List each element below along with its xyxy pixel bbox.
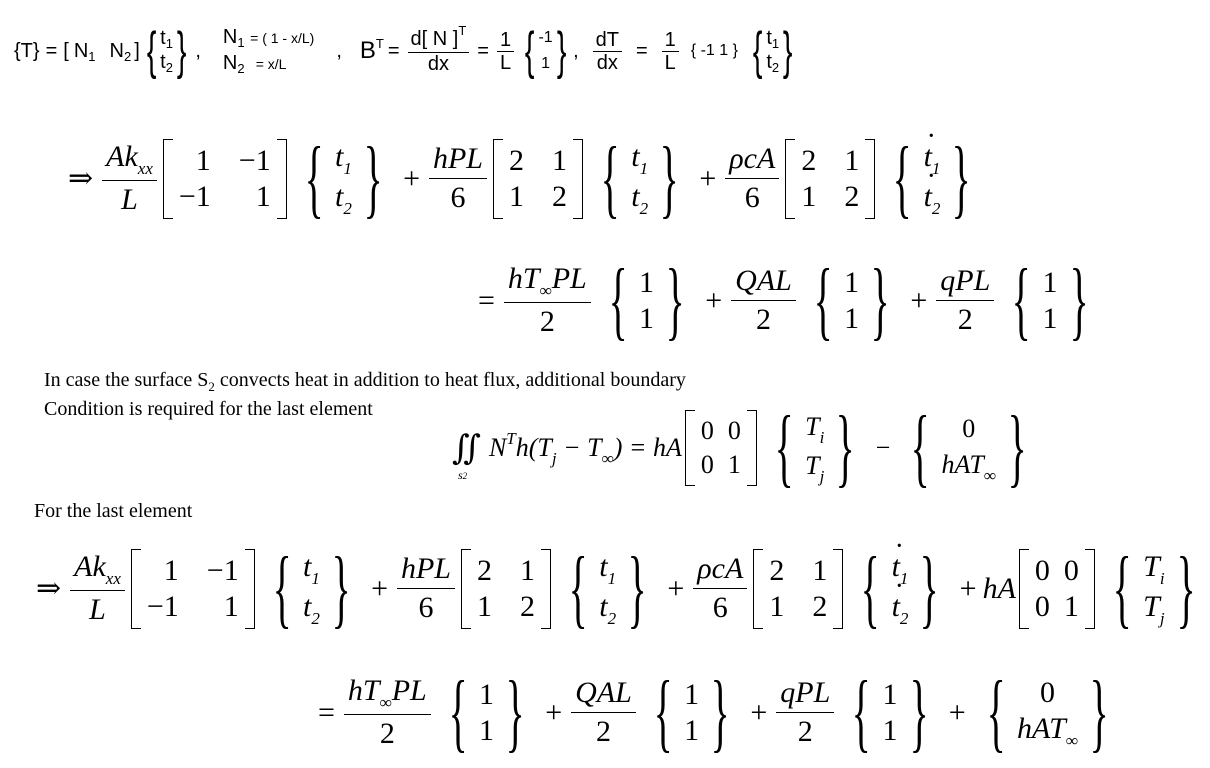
shape-n1: $N_1$	[73, 39, 96, 64]
boundary-note-line2: Condition is required for the last element	[44, 398, 373, 420]
b-vector: { -1 1 }	[525, 22, 567, 80]
temperature-vector: {T}	[14, 39, 40, 62]
shape-n2: $N_2$	[109, 39, 132, 64]
shape-function-values: $N_1$ = ( 1 - x/L) $N_2 = x/L$	[222, 26, 315, 76]
dt-dx-fraction: $\frac{dT}{dx}$	[593, 29, 622, 74]
double-integral: ∬ s2	[452, 430, 481, 482]
element-equation-rhs: = $\frac{hT_\infty PL}{2}$ { 1 1 } + $\frac{\text{QAL}}{2}$ { 1 1 } + $\frac{\text{qPL}}{2}$ { 1 1 }	[478, 251, 1089, 349]
boundary-load-vector: { 0 hAT$_\infty$ }	[910, 399, 1027, 496]
ambient-load-coefficient: $\frac{hT_\infty PL}{2}$	[504, 260, 591, 341]
ha-coefficient: hA	[982, 571, 1016, 605]
one-over-l-2: $\frac{1}{L}$	[662, 29, 679, 74]
heat-generation-coefficient: $\frac{\text{QAL}}{2}$	[731, 262, 796, 339]
capacitance-matrix-2: 2 1 1 2	[753, 549, 843, 629]
row-vector: { -1 1 }	[690, 42, 738, 59]
boundary-matrix: 0 0 0 1	[685, 410, 757, 486]
nodal-vector-t-2: { $t_1$ $t_2$ }	[600, 129, 679, 227]
nodal-temp-vector: { $t_1$ $t_2$ }	[146, 22, 187, 80]
boundary-note-line1: In case the surface $S_2$ convects heat in addition to heat flux, additional boundary	[44, 369, 686, 394]
boundary-integral-equation: ∬ s2 $N^T$ $h(T_j - T_\infty)$ = hA 0 0 0 1 { $T_i$ $T_j$ } − { 0 hAT$_\infty$ }	[452, 408, 1041, 488]
convection-matrix-2: 2 1 1 2	[461, 549, 551, 629]
element-equation-lhs: ⇒ $\frac{Ak_{xx}}{L}$ 1 −1 −1 1 { $t_1$ $t_2$ } + $\frac{\text{hPL}}{6}$ 2 1 1 2 { $t_1$ $t_2$ } + $\frac{\text{ρcA}}{6}$ 2 1 1 2 { · $t_1$ · $t_2$ }	[62, 138, 986, 219]
conduction-matrix: 1 −1 −1 1	[163, 139, 287, 219]
capacitance-coefficient: $\frac{\text{ρcA}}{6}$	[725, 140, 779, 217]
boundary-temp-vector: { $T_i$ $T_j$ }	[774, 399, 855, 496]
shape-row-open: [	[63, 39, 69, 62]
convection-coefficient: $\frac{\text{hPL}}{6}$	[429, 140, 487, 217]
conduction-matrix-2: 1 −1 −1 1	[131, 549, 255, 629]
dn-dx-fraction: $\frac{d[ N ]^T}{dx}$	[408, 28, 470, 75]
one-over-l: $\frac{1}{L}$	[497, 29, 514, 74]
last-element-lhs: ⇒ $\frac{Ak_{xx}}{L}$ 1 −1 −1 1 { $t_1$ $t_2$ } + $\frac{\text{hPL}}{6}$ 2 1 1 2 { $t_1$ $t_2$ } + $\frac{\text{ρcA}}{6}$ 2 1 1 2 { · $t_1$ · $t_2$ } + hA 0 0 0 1 { $T_i$ $T_j$ }	[30, 548, 1210, 629]
implies-symbol: ⇒	[68, 162, 94, 195]
boundary-load-vector-2: { 0 hAT$_\infty$ }	[986, 663, 1109, 761]
convection-matrix: 2 1 1 2	[493, 139, 583, 219]
boundary-matrix-2: 0 0 0 1	[1019, 549, 1095, 629]
shape-row-close: ]	[134, 39, 140, 62]
last-element-rhs: = $\frac{hT_\infty PL}{2}$ { 1 1 } + $\frac{\text{QAL}}{2}$ { 1 1 } + $\frac{\text{qPL}}{2}$ { 1 1 } + { 0 hAT$_\infty$ }	[312, 672, 1123, 753]
capacitance-matrix: 2 1 1 2	[785, 139, 875, 219]
last-element-label: For the last element	[34, 500, 193, 522]
b-transpose: $B^T$	[359, 36, 384, 64]
nodal-temp-vector-2: { $t_1$ $t_2$ }	[752, 22, 793, 80]
nodal-rate-vector: { · $t_1$ · $t_2$ }	[881, 139, 982, 219]
conduction-coefficient: $\frac{Ak_{xx}}{L}$	[102, 138, 157, 219]
nodal-vector-t: { $t_1$ $t_2$ }	[304, 129, 383, 227]
shape-function-definitions: {T} = [ $N_1$ $N_2$ ] { $t_1$ $t_2$ } , $N_1$ = ( 1 - x/L) $N_2 = x/L$ , $B^T$ = $\frac{d[ N ]^T}{dx}$ = $\frac{1}{L}$ { -1 1 } , $\frac{dT}{dx}$ = $\frac{1}{L}$ { -1 1 } { $t_1$ $t_2$ }	[14, 25, 800, 77]
flux-coefficient: $\frac{\text{qPL}}{2}$	[936, 262, 994, 339]
equals-sign: =	[45, 39, 58, 62]
